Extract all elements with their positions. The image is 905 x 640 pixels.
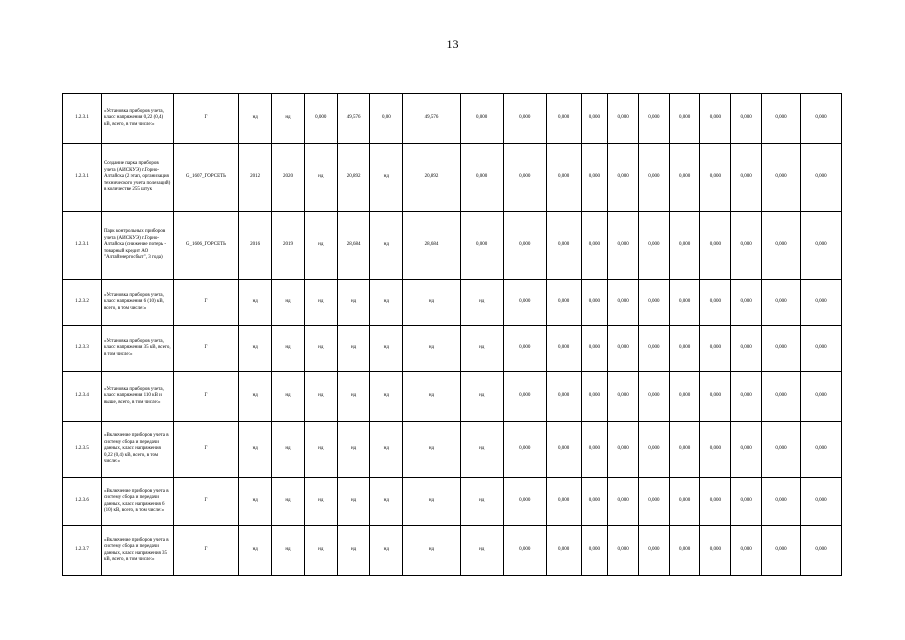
table-cell: 0,000 [700, 144, 731, 212]
table-cell: 0,000 [503, 212, 546, 280]
table-cell: 0,000 [581, 212, 608, 280]
table-cell: Г [173, 372, 239, 422]
table-cell: 0,000 [800, 372, 841, 422]
table-cell: нд [370, 212, 403, 280]
row-code-cell: 1.2.3.6 [63, 478, 102, 526]
table-cell: 0,000 [546, 478, 581, 526]
table-cell: 49,576 [337, 94, 370, 144]
table-cell: 0,000 [608, 212, 639, 280]
table-cell: Г [173, 280, 239, 326]
table-cell: нд [460, 326, 503, 372]
table-cell: 0,000 [761, 526, 800, 576]
table-cell: 0,000 [503, 372, 546, 422]
table-row [63, 372, 842, 422]
row-description-cell: «Установка приборов учета, класс напряжения 110 кВ и выше, всего, в том числе:» [101, 372, 173, 422]
table-cell: 0,000 [581, 326, 608, 372]
table-cell: 0,000 [608, 94, 639, 144]
table-cell: 0,000 [546, 280, 581, 326]
table-cell: нд [460, 526, 503, 576]
table-cell: 0,000 [546, 144, 581, 212]
table-cell: 0,000 [700, 422, 731, 478]
table-cell: нд [272, 326, 305, 372]
table-cell: нд [239, 526, 272, 576]
table-cell: 0,000 [800, 422, 841, 478]
table-cell: 0,000 [546, 326, 581, 372]
table-cell: 0,000 [731, 326, 762, 372]
table-cell: 0,000 [761, 422, 800, 478]
table-cell: 0,000 [761, 478, 800, 526]
table-cell: 0,000 [608, 478, 639, 526]
table-row [63, 326, 842, 372]
table-cell: Г [173, 94, 239, 144]
table-cell: нд [304, 422, 337, 478]
table-row [63, 280, 842, 326]
table-cell: 0,000 [800, 94, 841, 144]
table-cell: Г [173, 478, 239, 526]
row-code-cell: 1.2.3.4 [63, 372, 102, 422]
table-cell: 0,000 [761, 372, 800, 422]
table-cell: 0,000 [761, 94, 800, 144]
table-row [63, 526, 842, 576]
table-cell: 0,000 [700, 280, 731, 326]
row-code-cell: 1.2.3.1 [63, 212, 102, 280]
row-description-cell: Парк контрольных приборов учета (АИСКУЭ) г.Горно-Алтайска (снижение потерь - товарный кредит АО "Алтайэнергосбыт", 3 года) [101, 212, 173, 280]
table-cell: 0,000 [608, 144, 639, 212]
table-cell: 0,000 [669, 526, 700, 576]
table-cell: G_1606_ГОРСЕТЬ [173, 212, 239, 280]
table-cell: 0,000 [800, 212, 841, 280]
row-description-cell: «Установка приборов учета, класс напряжения 0,22 (0,4) кВ, всего, в том числе:» [101, 94, 173, 144]
table-cell: 0,000 [761, 144, 800, 212]
row-code-cell: 1.2.3.7 [63, 526, 102, 576]
table-cell: нд [370, 526, 403, 576]
row-code-cell: 1.2.3.1 [63, 94, 102, 144]
table-cell: 0,000 [638, 144, 669, 212]
table-cell: 0,000 [638, 280, 669, 326]
table-cell: 0,000 [581, 280, 608, 326]
table-cell: нд [272, 94, 305, 144]
table-cell: 0,000 [669, 212, 700, 280]
table-cell: нд [403, 372, 460, 422]
table-cell: 28,684 [337, 212, 370, 280]
table-cell: 0,000 [581, 94, 608, 144]
table-cell: 0,000 [669, 280, 700, 326]
row-code-cell: 1.2.3.1 [63, 144, 102, 212]
table-cell: 20,892 [337, 144, 370, 212]
table-cell: нд [239, 326, 272, 372]
table-cell: нд [370, 372, 403, 422]
table-cell: нд [403, 326, 460, 372]
table-cell: нд [304, 212, 337, 280]
table-cell: 0,000 [731, 478, 762, 526]
table-cell: нд [403, 280, 460, 326]
table-cell: нд [272, 280, 305, 326]
table-cell: нд [304, 478, 337, 526]
table-cell: нд [304, 372, 337, 422]
table-cell: 0,000 [503, 94, 546, 144]
table-row [63, 478, 842, 526]
row-description-cell: «Включение приборов учета в систему сбора и передачи данных, класс напряжения 6 (10) кВ, всего, в том числе:» [101, 478, 173, 526]
table-cell: нд [337, 422, 370, 478]
table-cell: 0,000 [608, 372, 639, 422]
row-description-cell: «Включение приборов учета в систему сбора и передачи данных, класс напряжения 35 кВ, всего, в том числе:» [101, 526, 173, 576]
table-cell: 2016 [239, 212, 272, 280]
table-cell: нд [337, 478, 370, 526]
table-cell: нд [239, 280, 272, 326]
table-cell: 0,000 [700, 526, 731, 576]
table-row [63, 144, 842, 212]
table-cell: 0,000 [731, 372, 762, 422]
table-cell: нд [239, 372, 272, 422]
table-cell: 0,000 [503, 422, 546, 478]
table-cell: 0,000 [608, 526, 639, 576]
table-cell: 0,000 [638, 422, 669, 478]
table-cell: 2012 [239, 144, 272, 212]
table-cell: нд [370, 422, 403, 478]
table-row [63, 422, 842, 478]
table-cell: 0,000 [638, 372, 669, 422]
table-cell: 0,000 [731, 526, 762, 576]
table-cell: 0,000 [731, 94, 762, 144]
table-cell: 0,000 [503, 144, 546, 212]
table-cell: 0,000 [700, 212, 731, 280]
table-cell: 0,000 [700, 372, 731, 422]
table-cell: 0,000 [638, 212, 669, 280]
row-description-cell: Создание парка приборов учета (АИСКУЭ) г.Горно-Алтайска (2 этап, организация технического учета полезаций) в количестве 255 штук [101, 144, 173, 212]
table-cell: 0,000 [669, 326, 700, 372]
table-cell: 0,000 [581, 422, 608, 478]
table-cell: 0,000 [761, 212, 800, 280]
investment-table [62, 93, 842, 576]
table-cell: 0,000 [460, 94, 503, 144]
table-cell: 0,000 [731, 422, 762, 478]
table-cell: 0,000 [546, 422, 581, 478]
table-cell: нд [403, 478, 460, 526]
table-cell: нд [460, 280, 503, 326]
table-cell: 0,000 [731, 212, 762, 280]
table-cell: нд [272, 478, 305, 526]
table-cell: 0,000 [638, 478, 669, 526]
table-cell: нд [304, 526, 337, 576]
row-code-cell: 1.2.3.2 [63, 280, 102, 326]
row-code-cell: 1.2.3.3 [63, 326, 102, 372]
table-cell: 0,000 [638, 326, 669, 372]
table-cell: нд [304, 280, 337, 326]
table-cell: нд [403, 422, 460, 478]
table-cell: нд [272, 422, 305, 478]
table-cell: нд [460, 422, 503, 478]
table-row [63, 94, 842, 144]
row-description-cell: «Установка приборов учета, класс напряжения 35 кВ, всего, в том числе:» [101, 326, 173, 372]
row-description-cell: «Включение приборов учета в систему сбора и передачи данных, класс напряжения 0,22 (0,4) кВ, всего, в том числе:» [101, 422, 173, 478]
table-cell: нд [239, 478, 272, 526]
table-cell: 0,000 [700, 478, 731, 526]
table-cell: 0,000 [503, 326, 546, 372]
table-cell: 49,576 [403, 94, 460, 144]
table-cell: нд [337, 372, 370, 422]
table-cell: 0,000 [761, 326, 800, 372]
table-cell: нд [403, 526, 460, 576]
table-cell: 0,000 [546, 212, 581, 280]
table-row [63, 212, 842, 280]
table-cell: 0,000 [546, 526, 581, 576]
table-cell: 0,000 [638, 526, 669, 576]
table-cell: нд [370, 326, 403, 372]
table-cell: 0,000 [669, 372, 700, 422]
table-cell: 0,000 [800, 144, 841, 212]
table-cell: 28,684 [403, 212, 460, 280]
table-cell: Г [173, 422, 239, 478]
table-cell: 0,000 [761, 280, 800, 326]
table-cell: 0,000 [731, 280, 762, 326]
table-cell: G_1607_ГОРСЕТЬ [173, 144, 239, 212]
table-cell: 0,000 [546, 94, 581, 144]
table-cell: нд [370, 280, 403, 326]
table-cell: 0,000 [800, 478, 841, 526]
table-cell: 0,000 [503, 478, 546, 526]
table-cell: Г [173, 526, 239, 576]
table-cell: нд [370, 144, 403, 212]
table-cell: 0,000 [460, 144, 503, 212]
table-cell: 0,000 [503, 280, 546, 326]
table-cell: нд [304, 326, 337, 372]
table-cell: нд [370, 478, 403, 526]
table-cell: 0,000 [581, 526, 608, 576]
table-cell: 0,000 [638, 94, 669, 144]
table-cell: 0,000 [581, 144, 608, 212]
row-description-cell: «Установка приборов учета, класс напряжения 6 (10) кВ, всего, в том числе:» [101, 280, 173, 326]
table-cell: 0,000 [800, 280, 841, 326]
table-cell: нд [337, 326, 370, 372]
table-cell: нд [337, 280, 370, 326]
table-cell: нд [272, 372, 305, 422]
table-cell: 0,000 [581, 478, 608, 526]
table-cell: 0,000 [546, 372, 581, 422]
table-cell: 0,000 [304, 94, 337, 144]
table-cell: 0,000 [669, 478, 700, 526]
table-cell: 0,000 [608, 422, 639, 478]
table-cell: нд [304, 144, 337, 212]
table-cell: 0,000 [731, 144, 762, 212]
table-cell: 0,000 [581, 372, 608, 422]
table-cell: нд [239, 422, 272, 478]
table-cell: 2019 [272, 212, 305, 280]
page-number: 13 [446, 37, 459, 51]
table-cell: 0,000 [800, 526, 841, 576]
row-code-cell: 1.2.3.5 [63, 422, 102, 478]
table-cell: нд [239, 94, 272, 144]
table-cell: 0,000 [503, 526, 546, 576]
table-cell: 0,000 [460, 212, 503, 280]
table-cell: 0,000 [669, 94, 700, 144]
table-cell: нд [272, 526, 305, 576]
table-cell: 0,000 [669, 144, 700, 212]
table-cell: 0,000 [608, 326, 639, 372]
table-cell: 0,000 [669, 422, 700, 478]
table-cell: 0,000 [800, 326, 841, 372]
table-cell: 0,000 [608, 280, 639, 326]
table-cell: Г [173, 326, 239, 372]
table-cell: нд [337, 526, 370, 576]
table-cell: нд [460, 478, 503, 526]
table-cell: 2020 [272, 144, 305, 212]
table-cell: 20,892 [403, 144, 460, 212]
table-cell: 0,00 [370, 94, 403, 144]
table-cell: 0,000 [700, 326, 731, 372]
table-cell: нд [460, 372, 503, 422]
table-cell: 0,000 [700, 94, 731, 144]
